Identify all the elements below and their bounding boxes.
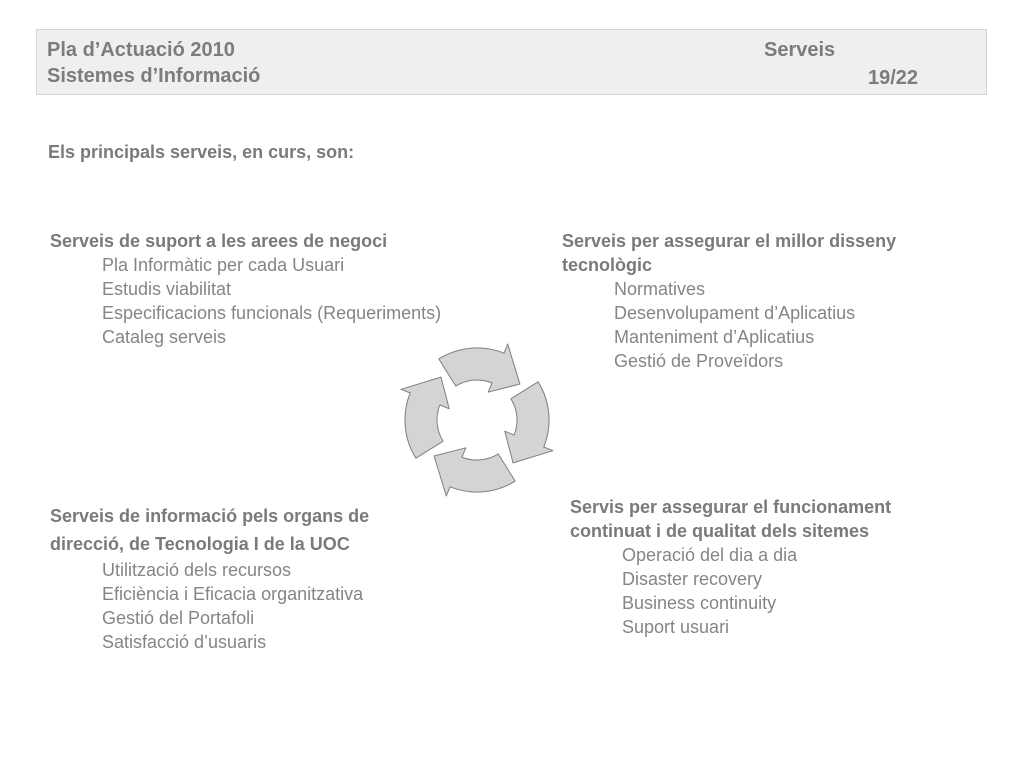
slide-header <box>36 29 987 95</box>
list-item: Satisfacció d’usuaris <box>102 632 267 652</box>
cycle-arrows <box>401 344 553 496</box>
cycle-diagram <box>370 318 600 533</box>
intro-text: Els principals serveis, en curs, son: <box>48 142 355 162</box>
block-operations <box>570 495 891 639</box>
list-item: Operació del dia a dia <box>622 545 798 565</box>
list-item: Utilització dels recursos <box>102 560 292 580</box>
block-title-line1: Servis per assegurar el funcionament <box>570 497 892 517</box>
list-item: Estudis viabilitat <box>102 279 232 299</box>
list-item: Pla Informàtic per cada Usuari <box>102 255 345 275</box>
cycle-arrow-left <box>401 377 449 458</box>
block-title-line1: Serveis per assegurar el millor disseny <box>562 231 897 251</box>
list-item: Business continuity <box>622 593 777 613</box>
header-title-line2: Sistemes d’Informació <box>47 65 261 87</box>
block-title: Serveis de suport a les arees de negoci <box>50 231 388 251</box>
cycle-arrow-right <box>505 382 553 463</box>
block-title-line2: direcció, de Tecnologia I de la UOC <box>50 534 350 554</box>
block-tech-design <box>562 229 896 373</box>
block-list <box>50 558 369 654</box>
page-number: 19/22 <box>868 67 919 89</box>
list-item: Eficiència i Eficacia organitzativa <box>102 584 364 604</box>
list-item: Suport usuari <box>622 617 730 637</box>
block-title-line2: tecnològic <box>562 255 653 275</box>
list-item: Cataleg serveis <box>102 327 227 347</box>
cycle-arrow-bottom <box>434 448 515 496</box>
list-item: Especificacions funcionals (Requeriments) <box>102 303 442 323</box>
list-item: Gestió de Proveïdors <box>614 351 784 371</box>
list-item: Desenvolupament d’Aplicatius <box>614 303 856 323</box>
cycle-arrow-top <box>439 344 520 392</box>
list-item: Manteniment d’Aplicatius <box>614 327 815 347</box>
block-title-line2: continuat i de qualitat dels sitemes <box>570 521 870 541</box>
list-item: Disaster recovery <box>622 569 763 589</box>
header-section: Serveis <box>764 39 836 61</box>
header-title-line1: Pla d’Actuació 2010 <box>47 39 235 61</box>
block-management-info <box>50 502 369 654</box>
list-item: Normatives <box>614 279 706 299</box>
block-title-line1: Serveis de informació pels organs de <box>50 506 370 526</box>
list-item: Gestió del Portafoli <box>102 608 255 628</box>
block-list <box>562 277 896 373</box>
block-list <box>570 543 891 639</box>
